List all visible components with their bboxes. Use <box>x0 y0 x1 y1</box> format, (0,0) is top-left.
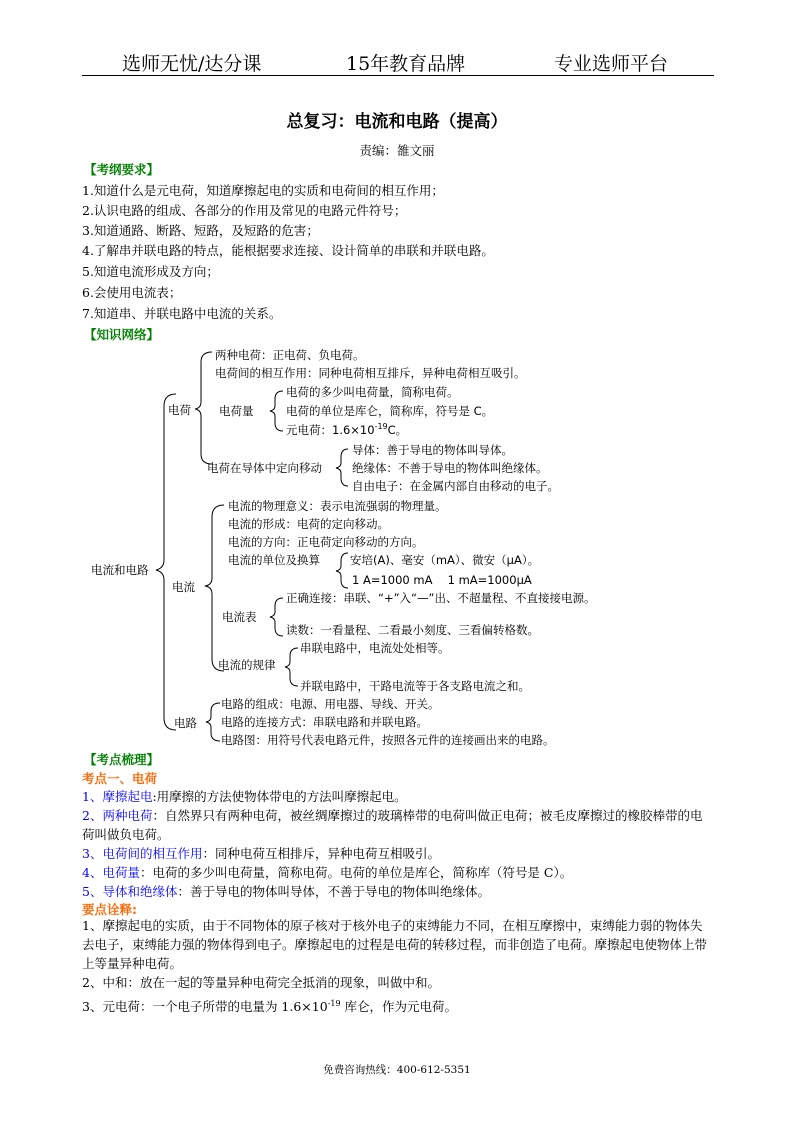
term-label: 2、两种电荷 <box>82 808 153 823</box>
point-one-heading: 考点一、电荷 <box>82 771 158 786</box>
elementary-charge-base: 元电荷：1.6×10 <box>286 423 375 437</box>
syllabus-item: 1.知道什么是元电荷，知道摩擦起电的实质和电荷间的相互作用； <box>82 183 444 198</box>
syllabus-item: 3.知道通路、断路、短路，及短路的危害； <box>82 223 319 238</box>
tree-circuit-item: 电路的组成：电源、用电器、导线、开关。 <box>221 697 440 711</box>
page-title: 总复习：电流和电路（提高） <box>286 112 508 132</box>
point-entry <box>82 863 714 882</box>
footer-hotline: 免费咨询热线：400-612-5351 <box>323 1064 471 1076</box>
tree-quantity-item: 电荷的单位是库仑，简称库，符号是 C。 <box>286 404 494 418</box>
term-text: ：自然界只有两种电荷，被丝绸摩擦过的玻璃棒带的电荷叫做正电荷；被毛皮摩擦过的橡胶棒带的电荷叫做负电荷。 <box>82 808 703 842</box>
point-entry <box>82 787 714 806</box>
tree-quantity-item: 电荷的多少叫电荷量，简称电荷。 <box>286 385 459 399</box>
tree-current-meaning: 电流的物理意义：表示电流强弱的物理量。 <box>228 499 447 513</box>
tree-ammeter-item: 读数：一看量程、二看最小刻度、三看偏转格数。 <box>286 623 539 637</box>
law-brace <box>285 648 298 686</box>
tree-movement-item: 绝缘体：不善于导电的物体叫绝缘体。 <box>352 461 548 475</box>
tree-root-label: 电流和电路 <box>91 563 149 577</box>
point-entry <box>82 806 714 844</box>
section-points-heading: 【考点梳理】 <box>84 752 160 767</box>
root-brace <box>156 394 176 730</box>
tree-current-label: 电流 <box>172 580 195 594</box>
editor-credit: 责编：雒文丽 <box>359 143 435 158</box>
syllabus-item: 4.了解串并联电路的特点，能根据要求连接、设计简单的串联和并联电路。 <box>82 243 494 258</box>
tree-movement-item: 自由电子：在金属内部自由移动的电子。 <box>352 479 559 493</box>
tree-charge-two-kinds: 两种电荷：正电荷、负电荷。 <box>215 348 365 362</box>
syllabus-item: 6.会使用电流表； <box>82 285 182 300</box>
charge-brace <box>195 352 212 464</box>
note-item: 2、中和：放在一起的等量异种电荷完全抵消的现象，叫做中和。 <box>82 975 440 990</box>
tree-ammeter-label: 电流表 <box>222 610 257 624</box>
tree-unit-item: 1 A=1000 mA 1 mA=1000μA <box>352 573 532 587</box>
quantity-brace <box>270 391 283 431</box>
tree-charge-interaction: 电荷间的相互作用：同种电荷相互排斥，异种电荷相互吸引。 <box>215 366 526 380</box>
section-network-heading: 【知识网络】 <box>84 327 160 342</box>
term-label: 4、电荷量 <box>82 865 140 880</box>
syllabus-item: 5.知道电流形成及方向； <box>82 264 219 279</box>
elementary-charge-exponent: -19 <box>374 422 388 432</box>
circuit-brace <box>206 703 220 741</box>
tree-law-item: 串联电路中，电流处处相等。 <box>300 641 450 655</box>
tree-quantity-item <box>286 422 407 438</box>
term-label: 1、摩擦起电 <box>82 789 153 804</box>
term-label: 5、导体和绝缘体 <box>82 884 178 899</box>
term-text: ：电荷的多少叫电荷量，简称电荷。电荷的单位是库仑，简称库（符号是 C）。 <box>139 865 573 880</box>
tree-circuit-label: 电路 <box>174 716 197 730</box>
note-tail: 库仑，作为元电荷。 <box>340 999 458 1015</box>
movement-brace <box>336 449 348 486</box>
note-item <box>82 994 714 1016</box>
syllabus-item: 7.知道串、并联电路中电流的关系。 <box>82 306 282 321</box>
tree-quantity-label: 电荷量 <box>219 404 254 418</box>
point-entry <box>82 844 714 863</box>
header-platform: 专业选师平台 <box>554 53 669 75</box>
tree-movement-item: 导体：善于导电的物体叫导体。 <box>352 443 513 457</box>
tree-ammeter-item: 正确连接：串联、“+”入“—”出、不超量程、不直接接电源。 <box>286 591 596 605</box>
term-text: :用摩擦的方法使物体带电的方法叫摩擦起电。 <box>152 789 407 804</box>
header-brand: 选师无忧/达分课 <box>122 53 262 75</box>
elementary-charge-unit: C。 <box>387 423 408 437</box>
tree-unit-label: 电流的单位及换算 <box>228 553 320 567</box>
term-label: 3、电荷间的相互作用 <box>82 846 203 861</box>
tree-circuit-item: 电路的连接方式：串联电路和并联电路。 <box>221 715 428 729</box>
term-text: ：同种电荷互相排斥，异种电荷互相吸引。 <box>202 846 440 861</box>
tree-law-label: 电流的规律 <box>218 658 276 672</box>
note-exponent: -19 <box>327 999 341 1008</box>
current-brace <box>205 505 224 671</box>
ammeter-brace <box>270 598 283 636</box>
tree-movement-label: 电荷在导体中定向移动 <box>207 461 322 475</box>
tree-current-formation: 电流的形成：电荷的定向移动。 <box>228 517 389 531</box>
tree-charge-label: 电荷 <box>168 403 191 417</box>
section-syllabus-heading: 【考纲要求】 <box>84 162 160 177</box>
point-entry <box>82 882 714 901</box>
tree-law-item: 并联电路中，干路电流等于各支路电流之和。 <box>300 679 530 693</box>
header-slogan: 15年教育品牌 <box>346 53 466 75</box>
notes-heading: 要点诠释: <box>82 902 137 917</box>
note-item: 1、摩擦起电的实质，由于不同物体的原子核对于核外电子的束缚能力不同，在相互摩擦中，束缚能力弱的物体失去电子，束缚能力强的物体得到电子。摩擦起电的过程是电荷的转移过程，而非创造了电荷。摩擦起电使物体上带上等量异种电荷。 <box>82 918 708 971</box>
tree-unit-item: 安培(A)、毫安（mA）、微安（μA）。 <box>350 553 540 567</box>
tree-current-direction: 电流的方向：正电荷定向移动的方向。 <box>228 535 424 549</box>
tree-circuit-item: 电路图：用符号代表电路元件，按照各元件的连接画出来的电路。 <box>221 733 555 747</box>
note-base: 3、元电荷：一个电子所带的电量为 1.6×10 <box>82 999 328 1015</box>
syllabus-item: 2.认识电路的组成、各部分的作用及常见的电路元件符号； <box>82 203 407 218</box>
term-text: ：善于导电的物体叫导体，不善于导电的物体叫绝缘体。 <box>177 884 490 899</box>
unit-brace <box>336 553 348 588</box>
